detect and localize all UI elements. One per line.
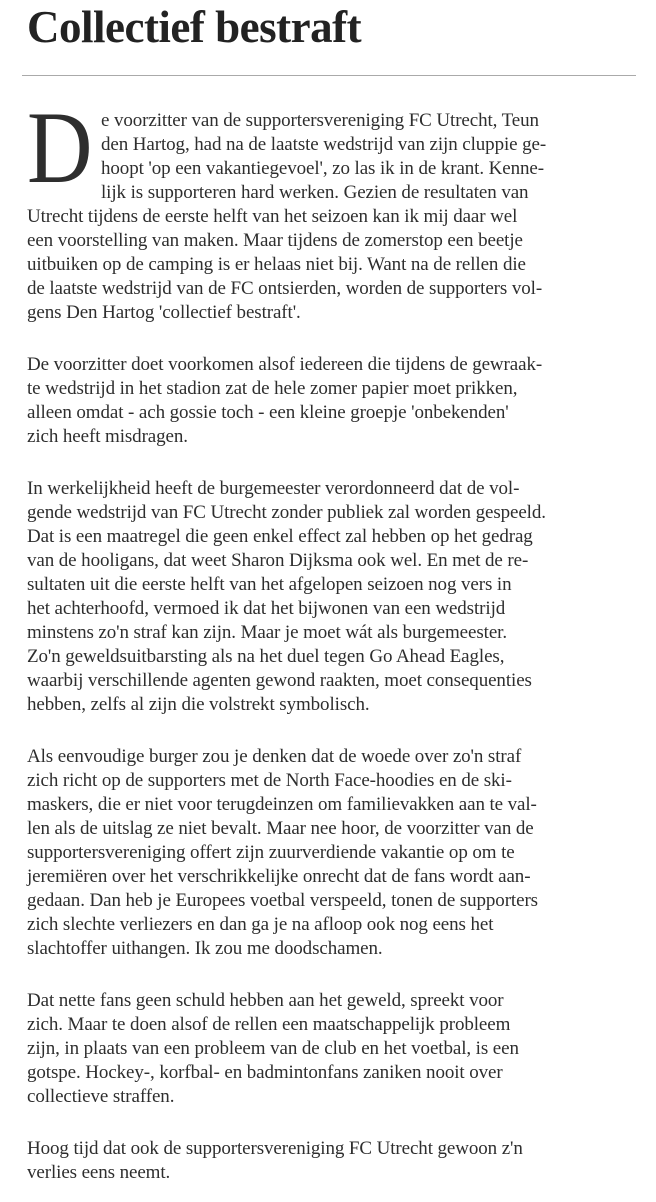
text-line: gens Den Hartog 'collectief bestraft'.	[27, 302, 301, 324]
text-line: den Hartog, had na de laatste wedstrijd van zijn cluppie ge-	[101, 134, 547, 156]
text-line: maskers, die er niet voor terugdeinzen om familievakken aan te val-	[27, 794, 537, 816]
text-line: zijn, in plaats van een probleem van de club en het voetbal, is een	[27, 1038, 519, 1060]
text-line: In werkelijkheid heeft de burgemeester verordonneerd dat de vol-	[27, 478, 520, 500]
article-page	[0, 2, 656, 1185]
text-line: een voorstelling van maken. Maar tijdens de zomerstop een beetje	[27, 230, 523, 252]
drop-cap: D	[27, 91, 93, 206]
text-line: Hoog tijd dat ook de supportersvereniging FC Utrecht gewoon z'n	[27, 1138, 523, 1160]
text-line: jeremiëren over het verschrikkelijke onrecht dat de fans wordt aan-	[27, 866, 531, 888]
text-line: zich heeft misdragen.	[27, 426, 188, 448]
text-line: collectieve straffen.	[27, 1086, 175, 1108]
title-divider	[22, 75, 636, 76]
text-line: len als de uitslag ze niet bevalt. Maar nee hoor, de voorzitter van de	[27, 818, 534, 840]
text-line: e voorzitter van de supportersvereniging FC Utrecht, Teun	[101, 110, 539, 132]
paragraph	[27, 1137, 636, 1185]
article-title: Collectief bestraft	[27, 2, 362, 52]
text-line: slachtoffer uithangen. Ik zou me doodschamen.	[27, 938, 383, 960]
text-line: zich. Maar te doen alsof de rellen een maatschappelijk probleem	[27, 1014, 511, 1036]
text-line: waarbij verschillende agenten gewond raakten, moet consequenties	[27, 670, 532, 692]
text-line: te wedstrijd in het stadion zat de hele zomer papier moet prikken,	[27, 378, 518, 400]
text-line: hebben, zelfs al zijn die volstrekt symbolisch.	[27, 694, 370, 716]
text-line: Dat is een maatregel die geen enkel effect zal hebben op het gedrag	[27, 526, 533, 548]
paragraph	[27, 353, 636, 449]
text-line: sultaten uit die eerste helft van het afgelopen seizoen nog vers in	[27, 574, 512, 596]
text-line: alleen omdat - ach gossie toch - een kleine groepje 'onbekenden'	[27, 402, 509, 424]
paragraph	[27, 989, 636, 1109]
text-line: De voorzitter doet voorkomen alsof iedereen die tijdens de gewraak-	[27, 354, 543, 376]
text-line: Dat nette fans geen schuld hebben aan het geweld, spreekt voor	[27, 990, 504, 1012]
paragraph	[27, 477, 636, 717]
paragraph	[27, 745, 636, 961]
text-line: van de hooligans, dat weet Sharon Dijksma ook wel. En met de re-	[27, 550, 529, 572]
text-line: het achterhoofd, vermoed ik dat het bijwonen van een wedstrijd	[27, 598, 506, 620]
text-line: gende wedstrijd van FC Utrecht zonder publiek zal worden gespeeld.	[27, 502, 546, 524]
text-line: Als eenvoudige burger zou je denken dat de woede over zo'n straf	[27, 746, 522, 768]
text-line: minstens zo'n straf kan zijn. Maar je moet wát als burgemeester.	[27, 622, 507, 644]
text-line: uitbuiken op de camping is er helaas niet bij. Want na de rellen die	[27, 254, 526, 276]
paragraph	[27, 91, 636, 325]
text-line: supportersvereniging offert zijn zuurverdiende vakantie op om te	[27, 842, 515, 864]
text-line: lijk is supporteren hard werken. Gezien de resultaten van	[101, 182, 529, 204]
text-line: hoopt 'op een vakantiegevoel', zo las ik in de krant. Kenne-	[101, 158, 544, 180]
text-line: de laatste wedstrijd van de FC ontsierden, worden de supporters vol-	[27, 278, 543, 300]
text-line: zich slechte verliezers en dan ga je na afloop ook nog eens het	[27, 914, 494, 936]
text-line: Zo'n geweldsuitbarsting als na het duel tegen Go Ahead Eagles,	[27, 646, 505, 668]
text-line: gotspe. Hockey-, korfbal- en badmintonfans zaniken nooit over	[27, 1062, 503, 1084]
text-line: verlies eens neemt.	[27, 1162, 171, 1184]
text-line: Utrecht tijdens de eerste helft van het seizoen kan ik mij daar wel	[27, 206, 518, 228]
article-body	[27, 91, 636, 1185]
text-line: zich richt op de supporters met de North Face-hoodies en de ski-	[27, 770, 512, 792]
text-line: gedaan. Dan heb je Europees voetbal verspeeld, tonen de supporters	[27, 890, 538, 912]
